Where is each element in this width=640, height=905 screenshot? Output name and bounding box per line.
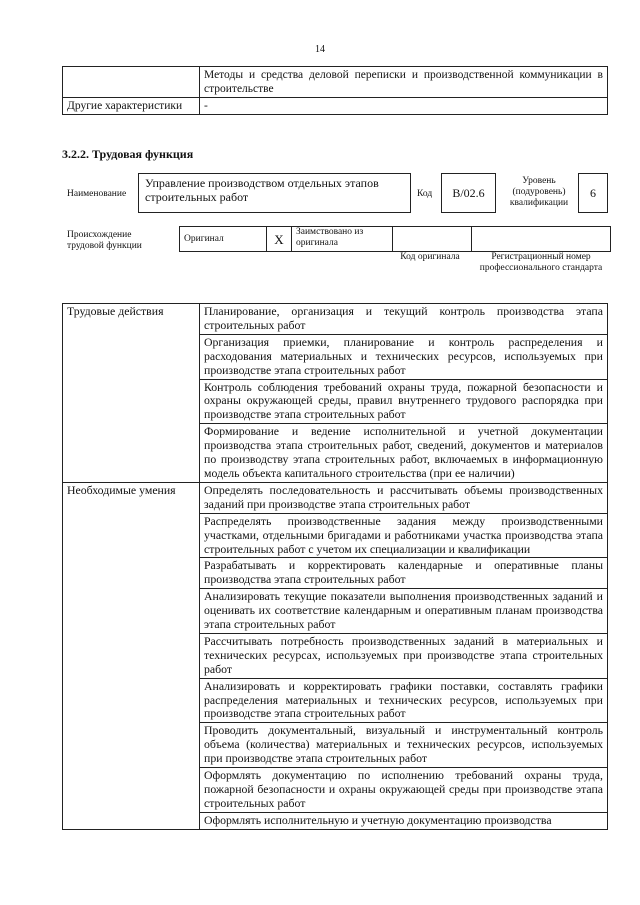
table-cell: Разрабатывать и корректировать календарные и оперативные планы производства этапа строительных работ — [200, 558, 608, 589]
table-cell: Формирование и ведение исполнительной и учетной документации производства этапа строительных работ, сведений, документов и материалов по производству этапа строительных работ, включаемых в информационную модель объекта капитального строительства (при ее наличии) — [200, 424, 608, 483]
table-cell: Оформлять исполнительную и учетную документацию производства — [200, 812, 608, 829]
table-cell: Рассчитывать потребность производственных заданий в материальных и технических ресурсах, используемых при производстве этапа строительных работ — [200, 633, 608, 678]
original-label-cell: Оригинал — [180, 227, 267, 252]
top-continuation-table — [62, 66, 608, 115]
table-row — [63, 67, 608, 98]
table-row — [180, 227, 611, 252]
table-cell: Анализировать и корректировать графики поставки, составлять графики распределения материальных и технических ресурсов, используемых при производстве этапа строительных работ — [200, 678, 608, 723]
table-cell: Планирование, организация и текущий контроль производства этапа строительных работ — [200, 304, 608, 335]
table-row — [63, 304, 608, 335]
function-code-box: В/02.6 — [441, 173, 496, 213]
table-cell: - — [200, 98, 608, 115]
table-cell: Методы и средства деловой переписки и производственной коммуникации в строительстве — [200, 67, 608, 98]
table-row — [63, 98, 608, 115]
caption-code: Код оригинала — [400, 252, 460, 262]
origin-label: Происхождение трудовой функции — [67, 230, 142, 251]
table-cell-empty — [63, 67, 200, 98]
function-name-box: Управление производством отдельных этапов строительных работ — [138, 173, 411, 213]
page-number: 14 — [315, 44, 325, 55]
other-characteristics-label: Другие характеристики — [63, 98, 200, 115]
table-cell: Проводить документальный, визуальный и инструментальный контроль объема (количества) материальных и технических ресурсов, используемых при производстве этапа строительных работ — [200, 723, 608, 768]
table-cell: Оформлять документацию по исполнению требований охраны труда, пожарной безопасности и охраны окружающей среды при производстве этапа строительных работ — [200, 768, 608, 813]
table-cell: Распределять производственные задания между производственными участками, отдельными бригадами и работниками участка производства этапа строительных работ с учетом их специализации и квалификации — [200, 513, 608, 558]
table-row — [63, 482, 608, 513]
section-title: 3.2.2. Трудовая функция — [62, 147, 194, 161]
original-code-cell — [393, 227, 472, 252]
name-label: Наименование — [67, 189, 127, 199]
code-label: Код — [417, 189, 433, 199]
table-cell: Контроль соблюдения требований охраны труда, пожарной безопасности и охраны окружающей среды, правил внутреннего трудового распорядка при производстве этапа строительных работ — [200, 379, 608, 424]
table-cell: Организация приемки, планирование и контроль распределения и расходования материальных и технических ресурсов, используемых при производстве этапа строительных работ — [200, 334, 608, 379]
level-label: Уровень (подуровень) квалификации — [509, 176, 569, 208]
labor-actions-label: Трудовые действия — [63, 304, 200, 483]
origin-table — [179, 226, 611, 252]
table-cell: Анализировать текущие показатели выполнения производственных заданий и оценивать их соответствие календарным и оперативным планам производства этапа строительных работ — [200, 589, 608, 634]
main-function-table — [62, 303, 608, 830]
caption-registration: Регистрационный номер профессионального стандарта — [479, 252, 603, 273]
skills-label: Необходимые умения — [63, 482, 200, 829]
level-value-box: 6 — [578, 173, 608, 213]
table-cell: Определять последовательность и рассчитывать объемы производственных заданий при производстве этапа строительных работ — [200, 482, 608, 513]
borrowed-label-cell: Заимствовано из оригинала — [292, 227, 393, 252]
original-mark-cell: X — [267, 227, 292, 252]
registration-number-cell — [472, 227, 611, 252]
